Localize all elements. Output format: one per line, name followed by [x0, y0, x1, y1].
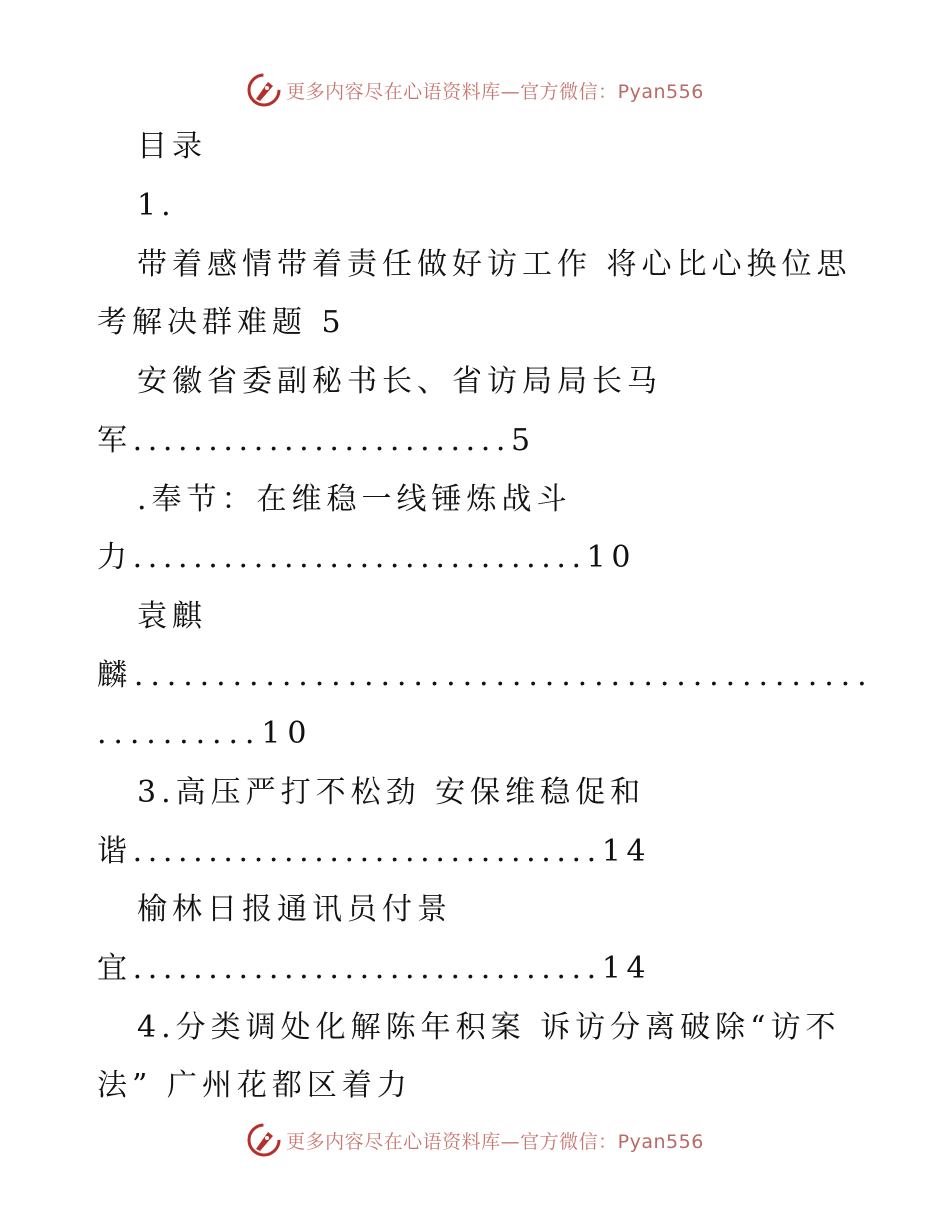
toc-line: 麟.............................................: [97, 658, 874, 693]
pen-nib-seal-icon: [246, 1122, 282, 1158]
toc-line: .奉节：在维稳一线锤炼战斗: [137, 482, 572, 517]
toc-line: 袁麒: [137, 599, 207, 634]
toc-line: 榆林日报通讯员付景: [137, 892, 452, 927]
banner-text: 更多内容尽在心语资料库—官方微信：Pyan556: [286, 1130, 704, 1153]
toc-line: 力..............................10: [97, 540, 637, 575]
wechat-id: Pyan556: [617, 80, 704, 103]
pen-nib-seal-icon: [246, 72, 282, 108]
toc-line: 带着感情带着责任做好访工作 将心比心换位思: [137, 247, 852, 282]
footer-banner: [0, 1118, 950, 1162]
wechat-id: Pyan556: [617, 1130, 704, 1153]
toc-line: ..........10: [97, 716, 314, 751]
header-banner: [0, 68, 950, 112]
toc-line: 法” 广州花都区着力: [97, 1068, 412, 1103]
toc-line: 1.: [137, 188, 176, 223]
toc-line: 安徽省委副秘书长、省访局局长马: [137, 364, 662, 399]
toc-line: 军.........................5: [97, 423, 536, 458]
banner-text: 更多内容尽在心语资料库—官方微信：Pyan556: [286, 80, 704, 103]
toc-line: 谐...............................14: [97, 834, 652, 869]
toc-heading: 目录: [137, 129, 207, 164]
toc-line: 3.高压严打不松劲 安保维稳促和: [137, 775, 646, 810]
toc-line: 宜...............................14: [97, 951, 652, 986]
toc-line: 考解决群难题 5: [97, 305, 346, 340]
toc-line: 4.分类调处化解陈年积案 诉访分离破除“访不: [137, 1010, 841, 1045]
